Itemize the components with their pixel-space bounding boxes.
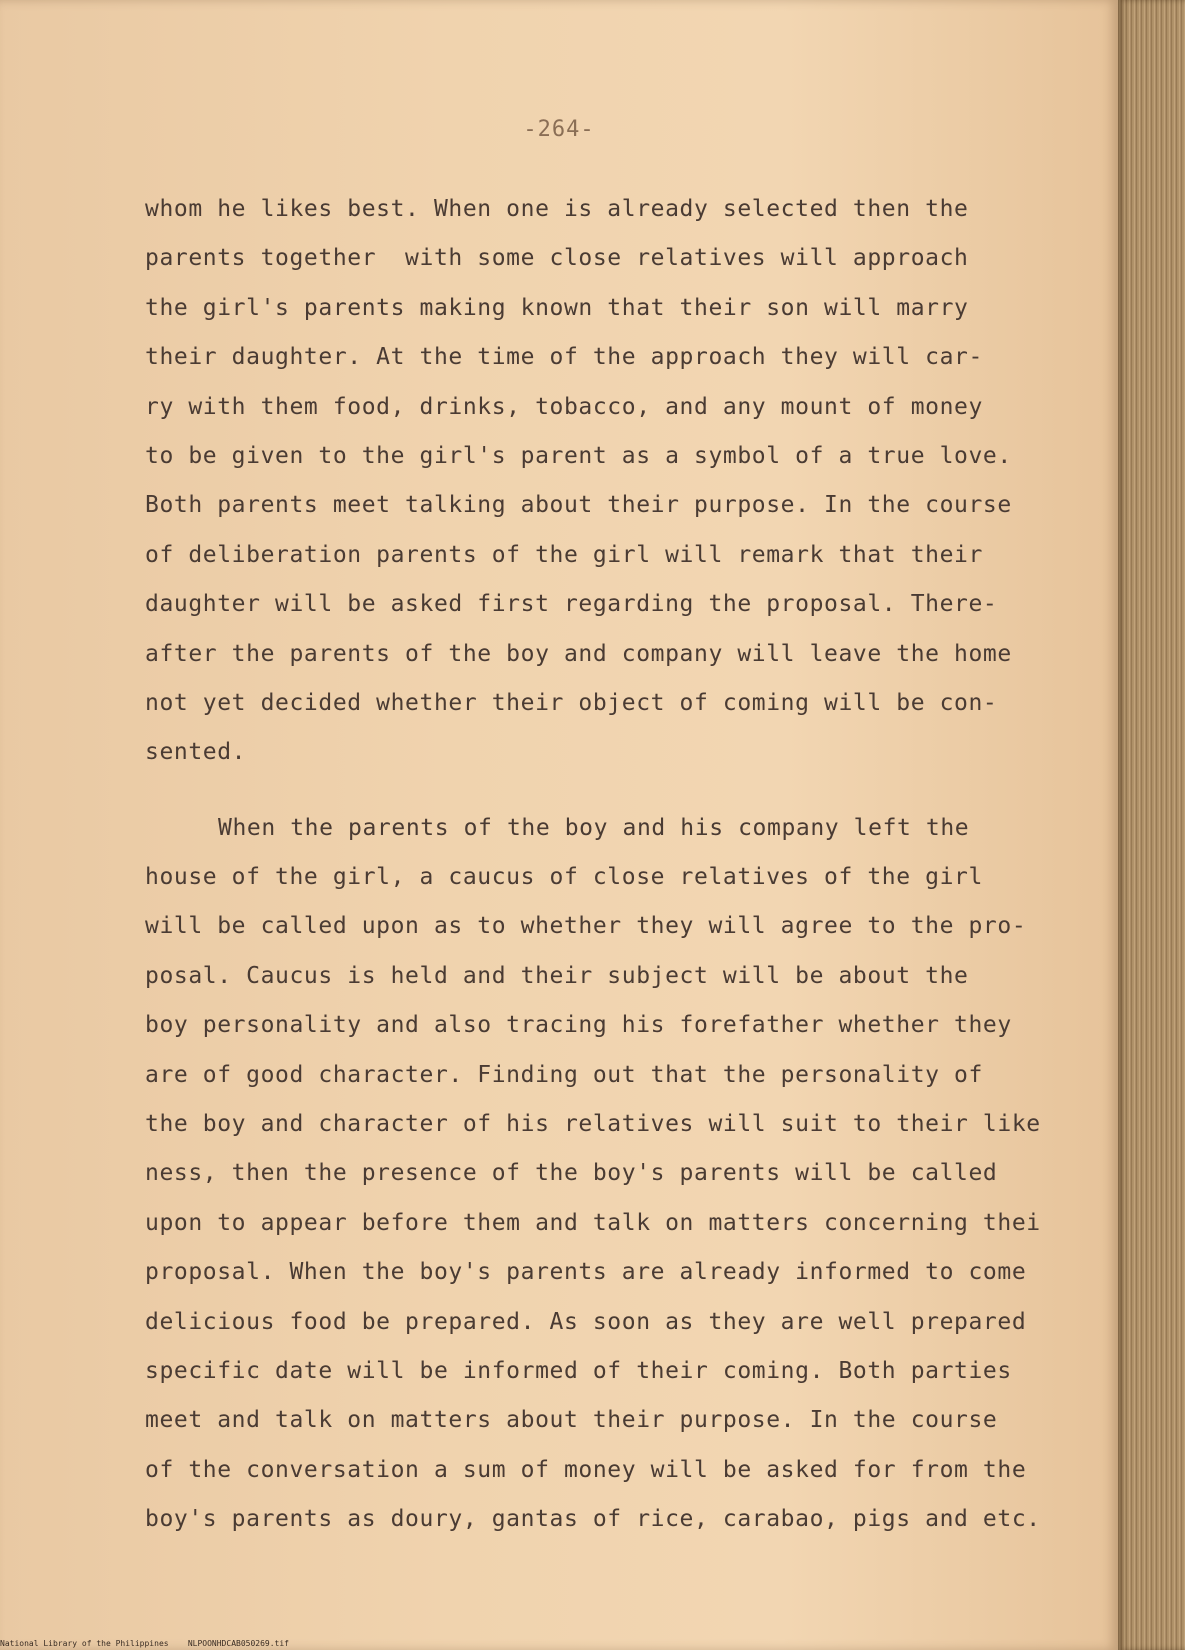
text-line: the girl's parents making known that their son will marry [145,294,969,321]
library-name: National Library of the Philippines [0,1639,169,1648]
paragraph-2 [145,804,1125,1545]
book-page-edges [1118,0,1185,1650]
text-line: parents together with some close relatives will approach [145,245,969,272]
text-line: boy personality and also tracing his forefather whether they [145,1012,1012,1039]
text-line: whom he likes best. When one is already selected then the [145,196,969,222]
file-name: NLPOONHDCAB050269.tif [187,1639,289,1648]
text-line: proposal. When the boy's parents are already informed to come [145,1259,1027,1286]
text-line: house of the girl, a caucus of close relatives of the girl [145,864,983,891]
text-line: sented. [145,739,247,766]
text-line: daughter will be asked first regarding the proposal. There- [145,591,998,618]
text-line: of the conversation a sum of money will be asked for from the [145,1456,1027,1483]
text-line: are of good character. Finding out that the personality of [145,1061,983,1088]
text-line: ness, then the presence of the boy's parents will be called [145,1160,998,1187]
text-line: When the parents of the boy and his company left the [218,814,970,841]
paragraph-1 [145,185,1125,778]
text-line: of deliberation parents of the girl will remark that their [145,541,983,568]
body-text [145,185,1125,1545]
page-number: -264- [523,117,595,142]
text-line: meet and talk on matters about their purpose. In the course [145,1407,998,1434]
text-line: the boy and character of his relatives will suit to their like [145,1111,1041,1138]
text-line: Both parents meet talking about their purpose. In the course [145,492,1012,519]
text-line: their daughter. At the time of the approach they will car- [145,344,983,371]
text-line: ry with them food, drinks, tobacco, and any mount of money [145,393,983,420]
text-line: specific date will be informed of their coming. Both parties [145,1357,1012,1384]
text-line: delicious food be prepared. As soon as they are well prepared [145,1308,1027,1335]
text-line: will be called upon as to whether they will agree to the pro- [145,913,1027,940]
text-line: not yet decided whether their object of coming will be con- [145,689,998,716]
text-line: to be given to the girl's parent as a symbol of a true love. [145,442,1012,469]
text-line: boy's parents as doury, gantas of rice, carabao, pigs and etc. [145,1506,1041,1533]
scan-footer [0,1639,1118,1648]
text-line: after the parents of the boy and company will leave the home [145,640,1012,667]
text-line: posal. Caucus is held and their subject will be about the [145,962,969,989]
text-line: upon to appear before them and talk on matters concerning thei [145,1209,1041,1236]
